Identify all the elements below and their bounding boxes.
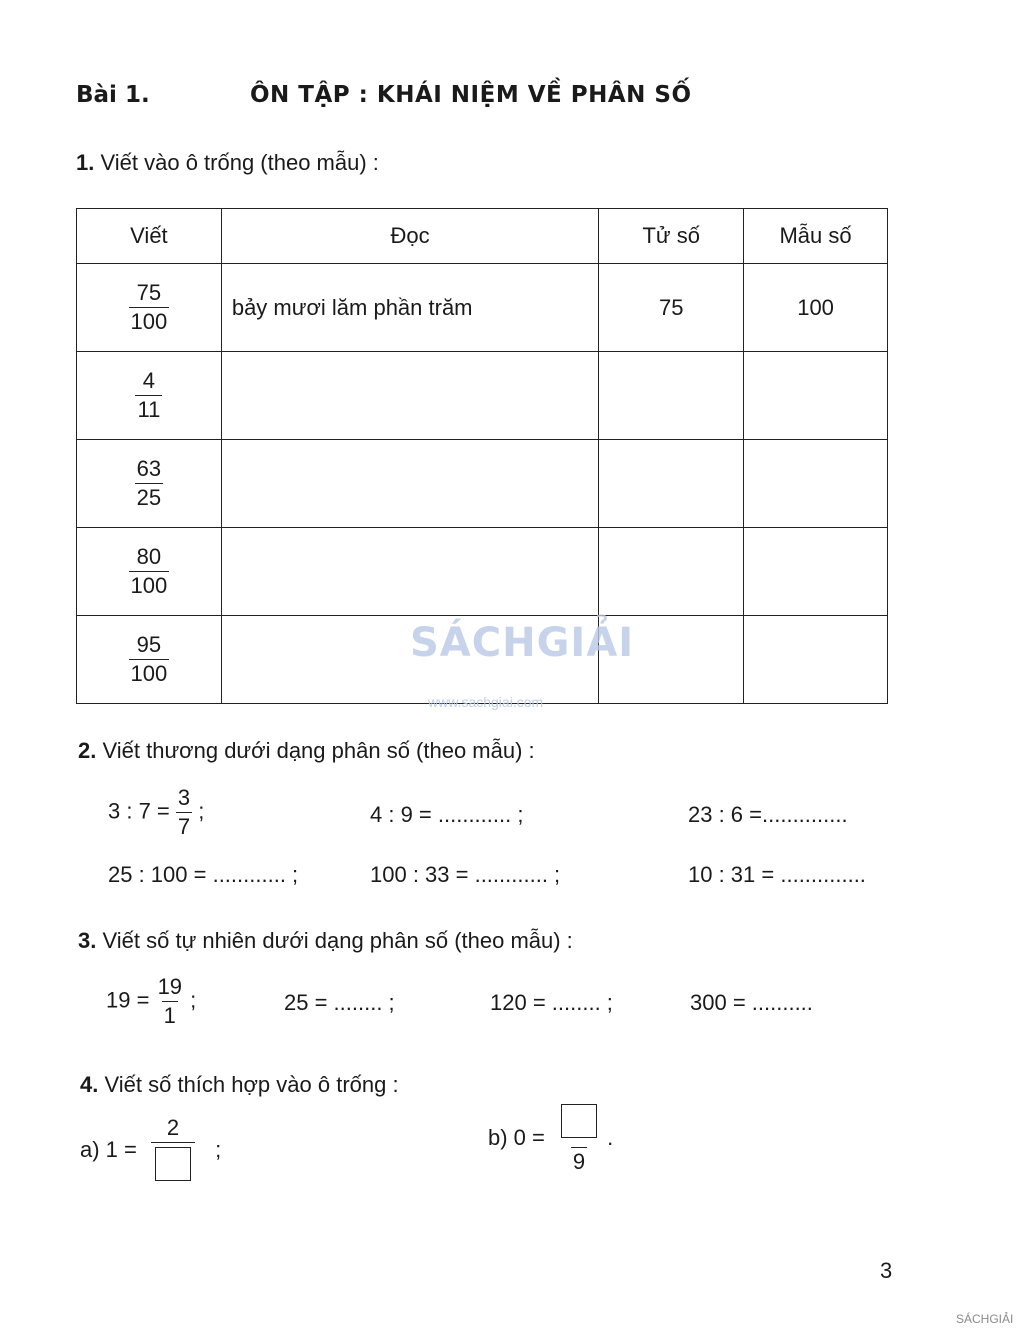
page-title: ÔN TẬP : KHÁI NIỆM VỀ PHÂN SỐ <box>250 82 692 108</box>
q3-sample <box>106 975 196 1028</box>
fraction-cell <box>77 352 222 440</box>
table-row <box>77 528 888 616</box>
numerator-cell[interactable] <box>599 528 744 616</box>
fraction-cell <box>77 264 222 352</box>
fraction-denominator: 100 <box>130 573 168 598</box>
fraction-numerator: 2 <box>166 1115 180 1140</box>
question-4-number: 4. <box>80 1072 99 1097</box>
table-header-row <box>77 209 888 264</box>
fraction-denominator: 25 <box>136 485 162 510</box>
question-4-text: Viết số thích hợp vào ô trống : <box>104 1072 399 1097</box>
question-4 <box>80 1072 399 1098</box>
col-header-denominator: Mẫu số <box>744 209 888 264</box>
denominator-cell[interactable] <box>744 440 888 528</box>
watermark-url: www.sachgiai.com <box>428 694 544 710</box>
table-row <box>77 264 888 352</box>
q2-item[interactable]: 10 : 31 = .............. <box>688 862 866 887</box>
fraction-numerator: 3 <box>177 785 191 810</box>
question-1-text: Viết vào ô trống (theo mẫu) : <box>100 150 379 175</box>
fraction-denominator: 1 <box>163 1003 176 1029</box>
denominator-cell[interactable] <box>744 352 888 440</box>
read-cell[interactable] <box>221 352 599 440</box>
numerator-cell[interactable] <box>599 440 744 528</box>
fraction-cell <box>77 528 222 616</box>
col-header-numerator: Tử số <box>599 209 744 264</box>
q3-item[interactable]: 25 = ........ ; <box>284 990 395 1015</box>
page-number: 3 <box>880 1258 893 1283</box>
fraction-numerator: 19 <box>157 974 183 999</box>
fraction-numerator: 63 <box>136 455 162 481</box>
q4-b-end: . <box>607 1125 614 1150</box>
watermark-logo: SÁCHGIẢI <box>410 620 635 666</box>
numerator-cell: 75 <box>599 264 744 352</box>
question-2 <box>78 738 535 764</box>
table-row <box>77 440 888 528</box>
q3-sample-end: ; <box>190 987 197 1013</box>
fraction-cell <box>77 616 222 704</box>
denominator-cell[interactable] <box>744 528 888 616</box>
fraction-numerator: 75 <box>136 279 162 305</box>
fraction-numerator: 80 <box>136 543 162 569</box>
q4-a-lhs: a) 1 = <box>80 1137 137 1162</box>
q2-sample-lhs: 3 : 7 = <box>108 798 170 824</box>
fraction-denominator: 100 <box>130 661 168 686</box>
fraction-cell <box>77 440 222 528</box>
question-1 <box>76 150 379 176</box>
fraction-numerator: 95 <box>136 631 162 657</box>
q4-b-lhs: b) 0 = <box>488 1125 545 1150</box>
q3-sample-lhs: 19 = <box>106 987 150 1013</box>
fraction-denominator: 9 <box>572 1149 586 1175</box>
question-3 <box>78 928 573 954</box>
numerator-cell[interactable] <box>599 352 744 440</box>
question-2-text: Viết thương dưới dạng phân số (theo mẫu) : <box>102 738 535 763</box>
q2-item[interactable]: 4 : 9 = ............ ; <box>370 802 524 827</box>
fraction-numerator: 4 <box>142 367 156 393</box>
q2-sample-end: ; <box>198 798 205 824</box>
watermark-small: SÁCHGIẢI <box>956 1312 1014 1326</box>
q4-part-b <box>488 1104 613 1174</box>
q3-item[interactable]: 120 = ........ ; <box>490 990 613 1015</box>
q2-item[interactable]: 100 : 33 = ............ ; <box>370 862 561 887</box>
question-2-number: 2. <box>78 738 97 763</box>
fraction-denominator: 100 <box>130 309 168 334</box>
answer-box[interactable] <box>155 1147 191 1181</box>
fraction-denominator: 11 <box>137 397 161 422</box>
col-header-read: Đọc <box>221 209 599 264</box>
table-row <box>77 352 888 440</box>
fraction-denominator: 7 <box>177 814 191 840</box>
answer-box[interactable] <box>561 1104 597 1138</box>
q2-item[interactable]: 23 : 6 =.............. <box>688 802 848 827</box>
question-3-text: Viết số tự nhiên dưới dạng phân số (theo mẫu) : <box>102 928 573 953</box>
col-header-write: Viết <box>77 209 222 264</box>
read-cell: bảy mươi lăm phần trăm <box>221 264 599 352</box>
q2-item[interactable]: 25 : 100 = ............ ; <box>108 862 299 887</box>
q4-part-a <box>80 1116 221 1186</box>
question-3-number: 3. <box>78 928 97 953</box>
q2-sample <box>108 786 204 839</box>
read-cell[interactable] <box>221 440 599 528</box>
question-1-number: 1. <box>76 150 95 175</box>
lesson-label: Bài 1. <box>76 82 150 108</box>
denominator-cell: 100 <box>744 264 888 352</box>
q3-item[interactable]: 300 = .......... <box>690 990 813 1015</box>
denominator-cell[interactable] <box>744 616 888 704</box>
q4-a-end: ; <box>215 1137 222 1162</box>
read-cell[interactable] <box>221 528 599 616</box>
